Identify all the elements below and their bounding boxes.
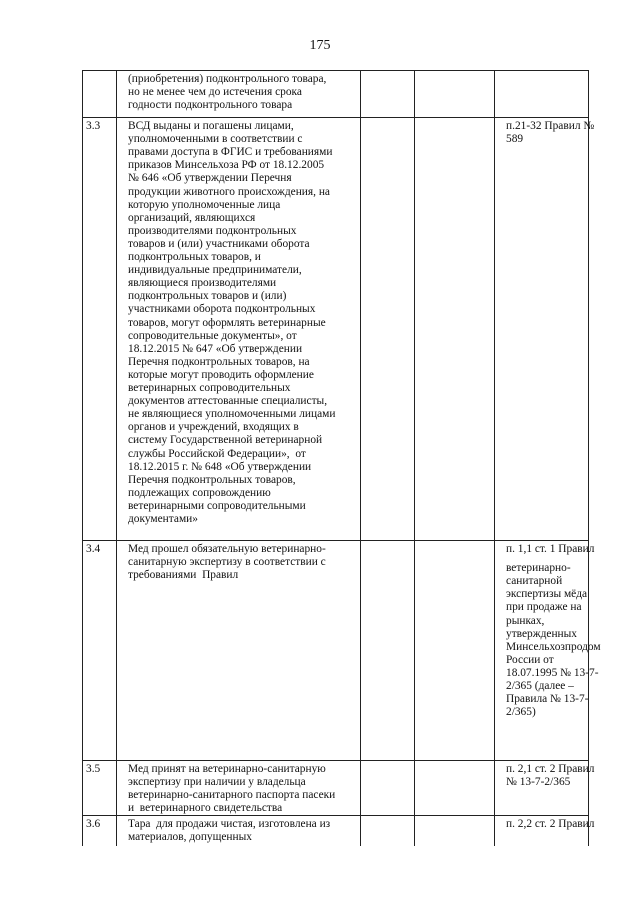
requirement-text-line: участниками оборота подконтрольных — [128, 303, 316, 316]
requirement-text-line: подконтрольных товаров и (или) — [128, 290, 287, 303]
requirement-text-line: товаров и (или) участниками оборота — [128, 237, 310, 250]
row-number: 3.4 — [86, 543, 101, 555]
requirement-text-line: органов и учреждений, входящих в — [128, 421, 299, 434]
normative-reference-line: 2/365 (далее – — [506, 680, 574, 692]
requirement-text-line: уполномоченными в соответствии с — [128, 133, 303, 146]
column-border — [588, 70, 589, 846]
requirement-text-line: не являющиеся уполномоченными лицами — [128, 408, 336, 421]
normative-reference-line: № 13-7-2/365 — [506, 776, 571, 789]
normative-reference-line: п. 1,1 ст. 1 Правил — [506, 543, 595, 555]
requirement-text-line: 18.12.2015 № 647 «Об утверждении — [128, 342, 303, 355]
page-number: 175 — [309, 38, 331, 53]
column-border — [116, 70, 117, 846]
requirement-text-line: Перечня подконтрольных товаров, — [128, 473, 296, 486]
requirement-text-line: Тара для продажи чистая, изготовлена из — [128, 818, 331, 830]
requirement-text-line: являющиеся производителями — [128, 277, 277, 290]
requirement-text-line: индивидуальные предприниматели, — [128, 264, 302, 277]
requirement-text-line: ветеринарных сопроводительных — [128, 382, 291, 394]
column-border — [82, 70, 83, 846]
column-border — [494, 70, 495, 846]
requirement-text-line: которую уполномоченные лица — [128, 198, 281, 211]
requirement-text-line: Мед прошел обязательную ветеринарно- — [128, 543, 326, 555]
row-border — [82, 117, 589, 118]
normative-reference-line: Правила № 13-7- — [506, 693, 589, 706]
normative-reference-line: 18.07.1995 № 13-7- — [506, 666, 599, 679]
requirement-text-line: экспертизу при наличии у владельца — [128, 776, 306, 789]
requirement-text-line: № 646 «Об утверждении Перечня — [128, 172, 292, 185]
normative-reference-line: 589 — [506, 133, 524, 146]
normative-reference-line: экспертизы мёда — [506, 588, 588, 601]
row-border — [82, 540, 589, 541]
requirement-text-line: Мед принят на ветеринарно-санитарную — [128, 763, 326, 775]
requirement-text-line: (приобретения) подконтрольного товара, — [128, 73, 327, 85]
requirement-text-line: Перечня подконтрольных товаров, на — [128, 355, 310, 368]
requirement-text-line: подконтрольных товаров, и — [128, 251, 261, 263]
normative-reference-line: 2/365) — [506, 706, 536, 719]
requirement-text-line: документов аттестованные специалисты, — [128, 395, 328, 408]
row-number: 3.3 — [86, 120, 101, 132]
column-border — [414, 70, 415, 846]
requirement-text-line: продукции животного происхождения, на — [128, 185, 330, 198]
requirement-text-line: документами» — [128, 513, 198, 525]
normative-reference-line: при продаже на — [506, 601, 582, 614]
requirement-text-line: годности подконтрольного товара — [128, 99, 293, 112]
requirement-text-line: организаций, являющихся — [128, 211, 256, 224]
requirement-text-line: службы Российской Федерации», от — [128, 447, 306, 460]
requirement-text-line: но не менее чем до истечения срока — [128, 86, 302, 99]
normative-reference-line: п. 2,1 ст. 2 Правил — [506, 763, 595, 775]
requirement-text-line: которые могут проводить оформление — [128, 368, 314, 381]
column-border — [360, 70, 361, 846]
normative-reference-line: п.21-32 Правил № — [506, 120, 595, 132]
row-number: 3.5 — [86, 763, 101, 775]
requirement-text-line: ВСД выданы и погашены лицами, — [128, 120, 294, 132]
requirement-text-line: требованиями Правил — [128, 569, 239, 582]
requirement-text-line: ветеринарно-санитарного паспорта пасеки — [128, 789, 336, 802]
requirement-text-line: сопроводительные документы», от — [128, 329, 297, 342]
requirement-text-line: приказов Минсельхоза РФ от 18.12.2005 — [128, 159, 325, 172]
normative-reference-line: Минсельхозпродом — [506, 640, 601, 653]
requirement-text-line: и ветеринарного свидетельства — [128, 802, 283, 815]
row-border — [82, 70, 589, 71]
requirement-text-line: систему Государственной ветеринарной — [128, 434, 323, 447]
row-border — [82, 760, 589, 761]
requirement-text-line: товаров, могут оформлять ветеринарные — [128, 316, 326, 329]
normative-reference-line: п. 2,2 ст. 2 Правил — [506, 818, 595, 830]
requirement-text-line: правами доступа в ФГИС и требованиями — [128, 146, 333, 159]
normative-reference-line: санитарной — [506, 575, 563, 588]
normative-reference-line: ветеринарно- — [506, 562, 571, 575]
requirement-text-line: производителями подконтрольных — [128, 224, 297, 237]
requirement-text-line: ветеринарными сопроводительными — [128, 499, 306, 512]
requirement-text-line: подлежащих сопровождению — [128, 486, 271, 499]
row-number: 3.6 — [86, 818, 101, 830]
normative-reference-line: утвержденных — [506, 627, 577, 640]
requirement-text-line: материалов, допущенных — [128, 831, 252, 844]
requirement-text-line: санитарную экспертизу в соответствии с — [128, 556, 326, 569]
normative-reference-line: рынках, — [506, 614, 545, 627]
normative-reference-line: России от — [506, 653, 554, 666]
requirement-text-line: 18.12.2015 г. № 648 «Об утверждении — [128, 460, 312, 473]
